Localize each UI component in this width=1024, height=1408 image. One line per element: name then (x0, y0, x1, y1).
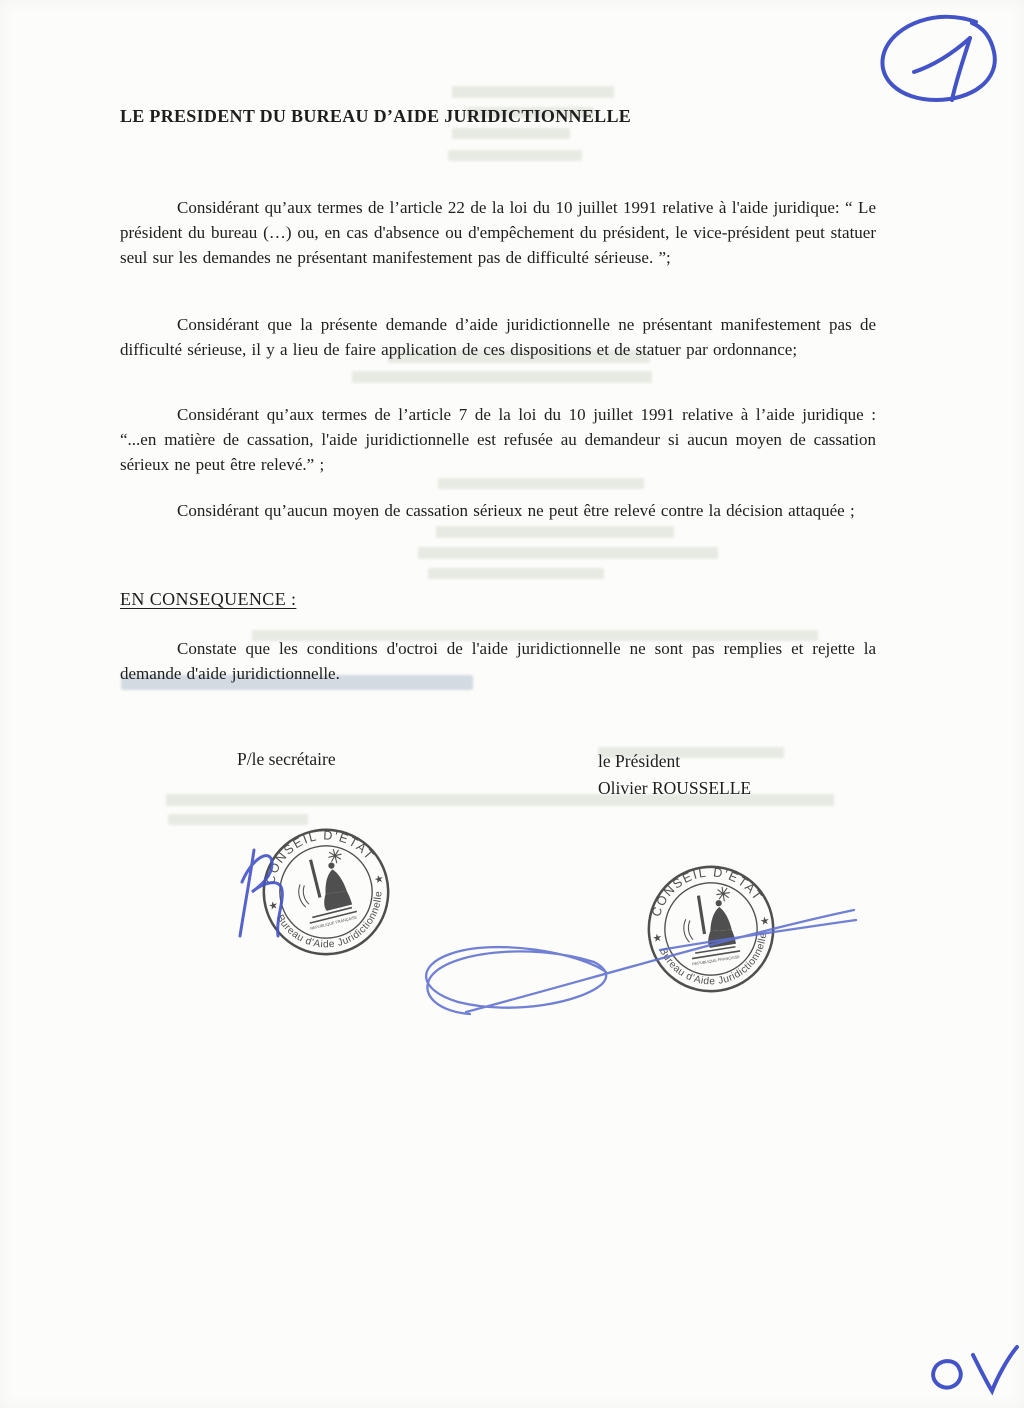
document-title: LE PRESIDENT DU BUREAU D’AIDE JURIDICTIONNELLE (120, 106, 632, 126)
signature-name-president: Olivier ROUSSELLE (598, 778, 752, 798)
bleed-through-artifact (452, 86, 614, 98)
stamp-bottom-text: Bureau d'Aide Juridictionnelle (273, 890, 385, 951)
stamp-top-text: CONSEIL D'ÉTAT (263, 828, 378, 886)
signature-block-president (598, 748, 751, 802)
handwritten-page-number (872, 8, 1020, 108)
signature-role-secretary: P/le secrétaire (237, 749, 336, 769)
bleed-through-artifact (438, 478, 644, 489)
bleed-through-artifact (168, 814, 308, 825)
stamp-caption-text: REPUBLIQUE FRANÇAISE (309, 914, 358, 931)
president-signature (410, 890, 860, 1030)
section-heading-en-consequence: EN CONSEQUENCE : (120, 589, 297, 609)
bleed-through-artifact (448, 150, 582, 161)
paragraph-considerant-article-7: Considérant qu’aux termes de l’article 7 de la loi du 10 juillet 1991 relative à l’aide juridique : “...en matière de cassation, l'aide juridictionnelle est refusée au demandeur si aucun moyen de cassation sérieux ne peut être relevé.” ; (120, 405, 876, 474)
stamp-star-right-icon: ★ (372, 872, 386, 887)
stamp-star-left-icon: ★ (651, 931, 664, 946)
signature-role-president: le Président (598, 751, 681, 771)
bleed-through-artifact (452, 128, 570, 139)
stamp-star-left-icon: ★ (267, 899, 280, 914)
bleed-through-artifact (418, 547, 718, 559)
paragraph-considerant-article-22: Considérant qu’aux termes de l’article 22 de la loi du 10 juillet 1991 relative à l'aide juridique: “ Le président du bureau (…) ou, en cas d'absence ou d'empêchement du président, le vice-président peut statuer seul sur les demandes ne présentant manifestement pas de difficulté sérieuse. ”; (120, 198, 876, 267)
stamp-caption-text: REPUBLIQUE FRANÇAISE (691, 953, 741, 967)
handwritten-initials-bottom (925, 1335, 1024, 1401)
bleed-through-artifact (428, 568, 604, 579)
paragraph-considerant-moyen: Considérant qu’aucun moyen de cassation sérieux ne peut être relevé contre la décision attaquée ; (177, 501, 855, 520)
stamp-bottom-text: Bureau d'Aide Juridictionnelle (656, 931, 770, 988)
paragraph-conclusion: Constate que les conditions d'octroi de l'aide juridictionnelle ne sont pas remplies et rejette la demande d'aide juridictionnelle. (120, 639, 876, 683)
paragraph-considerant-demande: Considérant que la présente demande d’aide juridictionnelle ne présentant manifestement pas de difficulté sérieuse, il y a lieu de faire application de ces dispositions et de statuer par ordonnance; (120, 315, 876, 359)
stamp-star-right-icon: ★ (759, 914, 771, 929)
bleed-through-artifact (436, 526, 674, 538)
bleed-through-artifact (352, 371, 652, 383)
stamp-top-text: CONSEIL D'ÉTAT (649, 865, 766, 919)
handwritten-initials-left (228, 838, 324, 946)
